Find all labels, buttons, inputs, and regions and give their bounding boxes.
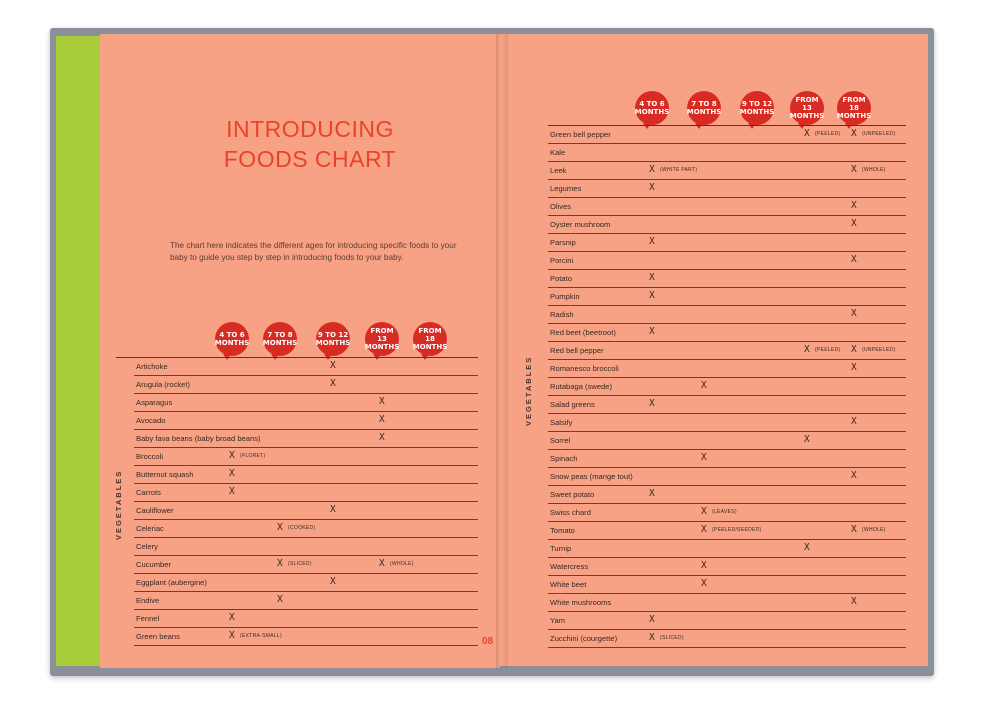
age-mark: X [804, 434, 810, 445]
food-name: Tomato [550, 526, 575, 535]
food-name: Oyster mushroom [550, 220, 611, 229]
food-name: Turnip [550, 544, 572, 553]
age-mark: X [851, 344, 857, 355]
age-mark: X [701, 578, 707, 589]
age-badge-label: FROM 13 MONTHS [789, 96, 825, 120]
table-row [548, 198, 906, 216]
page-number: 08 [482, 636, 494, 647]
food-name: Sweet potato [550, 490, 595, 499]
chart-title [100, 114, 500, 174]
age-mark: X [229, 612, 235, 623]
table-row [548, 432, 906, 450]
age-mark: X [379, 432, 385, 443]
age-badge-label: 7 TO 8 MONTHS [262, 331, 298, 347]
age-mark: X [851, 308, 857, 319]
table-row [548, 162, 906, 180]
table-row [548, 342, 906, 360]
age-badge [263, 322, 297, 356]
age-badge-label: FROM 18 MONTHS [836, 96, 872, 120]
table-row [134, 556, 478, 574]
food-name: White mushrooms [550, 598, 612, 607]
age-mark: X [277, 558, 283, 569]
age-mark: X [330, 378, 336, 389]
food-name: Artichoke [136, 362, 168, 371]
age-badge [687, 91, 721, 125]
food-name: Green beans [136, 632, 180, 641]
table-row [548, 144, 906, 162]
table-row [134, 610, 478, 628]
table-row [548, 540, 906, 558]
food-name: Asparagus [136, 398, 173, 407]
table-row [548, 486, 906, 504]
table-row [548, 594, 906, 612]
age-mark-note: (UNPEELED) [862, 347, 896, 353]
table-row [134, 574, 478, 592]
food-name: Cauliflower [136, 506, 174, 515]
table-row [548, 216, 906, 234]
age-mark: X [649, 236, 655, 247]
table-row [548, 558, 906, 576]
age-mark: X [649, 398, 655, 409]
age-mark: X [851, 596, 857, 607]
age-mark: X [229, 468, 235, 479]
table-row [548, 270, 906, 288]
food-name: Porcini [550, 256, 574, 265]
age-mark-note: (COOKED) [288, 525, 316, 531]
age-mark: X [379, 414, 385, 425]
age-mark: X [851, 218, 857, 229]
age-mark: X [851, 254, 857, 265]
food-name: Spinach [550, 454, 578, 463]
food-name: Potato [550, 274, 572, 283]
table-row [548, 324, 906, 342]
age-mark: X [649, 182, 655, 193]
food-name: Eggplant (aubergine) [136, 578, 207, 587]
right-page [500, 34, 928, 666]
age-mark: X [229, 450, 235, 461]
age-badge-label: 9 TO 12 MONTHS [315, 331, 351, 347]
age-mark: X [804, 344, 810, 355]
food-name: Zucchini (courgette) [550, 634, 618, 643]
food-name: Carrots [136, 488, 161, 497]
age-mark: X [701, 560, 707, 571]
age-mark: X [851, 200, 857, 211]
vegetables-side-label: VEGETABLES [524, 355, 533, 426]
age-mark: X [649, 326, 655, 337]
age-mark: X [701, 452, 707, 463]
food-name: Cucumber [136, 560, 172, 569]
table-row [134, 538, 478, 556]
food-name: Baby fava beans (baby broad beans) [136, 434, 261, 443]
age-mark-note: (WHOLE) [862, 167, 886, 173]
food-name: Legumes [550, 184, 582, 193]
age-mark: X [804, 128, 810, 139]
food-name: Green bell pepper [550, 130, 611, 139]
age-mark: X [851, 416, 857, 427]
food-name: Leek [550, 166, 567, 175]
age-badge-label: 9 TO 12 MONTHS [739, 100, 775, 116]
age-mark-note: (WHITE PART) [660, 167, 698, 173]
food-name: Fennel [136, 614, 160, 623]
age-mark-note: (PEELED) [815, 347, 841, 353]
table-row [548, 396, 906, 414]
table-row [134, 502, 478, 520]
food-name: Yam [550, 616, 566, 625]
table-row [548, 234, 906, 252]
food-name: Snow peas (mange tout) [550, 472, 633, 481]
food-name: Watercress [550, 562, 589, 571]
table-row [548, 630, 906, 648]
table-row [548, 576, 906, 594]
age-badge-label: FROM 18 MONTHS [412, 327, 448, 351]
age-mark: X [649, 614, 655, 625]
food-name: Swiss chard [550, 508, 591, 517]
table-row [548, 126, 906, 144]
food-name: Rutabaga (swede) [550, 382, 613, 391]
table-row [548, 180, 906, 198]
age-mark-note: (UNPEELED) [862, 131, 896, 137]
food-name: Salsify [550, 418, 573, 427]
intro-text: The chart here indicates the different ages for introducing specific foods to your baby to guide you step by step in introducing foods to your baby. [170, 241, 457, 262]
age-mark: X [229, 486, 235, 497]
food-name: Arugula (rocket) [136, 380, 191, 389]
age-mark: X [851, 128, 857, 139]
table-row [134, 376, 478, 394]
age-mark: X [330, 504, 336, 515]
table-row [548, 612, 906, 630]
table-row [548, 288, 906, 306]
age-mark: X [379, 558, 385, 569]
book-spine [496, 34, 508, 668]
table-row [548, 252, 906, 270]
age-badge-label: 4 TO 6 MONTHS [634, 100, 670, 116]
food-name: Pumpkin [550, 292, 580, 301]
food-name: Olives [550, 202, 572, 211]
food-name: Endive [136, 596, 160, 605]
age-mark: X [701, 506, 707, 517]
food-name: Celery [136, 542, 158, 551]
table-row [548, 378, 906, 396]
age-mark: X [851, 470, 857, 481]
table-row [548, 504, 906, 522]
table-row [548, 414, 906, 432]
food-name: Avocado [136, 416, 166, 425]
age-mark: X [330, 576, 336, 587]
age-badge [316, 322, 350, 356]
age-mark-note: (LEAVES) [712, 509, 737, 515]
table-row [548, 360, 906, 378]
age-mark: X [851, 524, 857, 535]
food-name: Romanesco broccoli [550, 364, 619, 373]
age-mark: X [851, 362, 857, 373]
age-badge [365, 322, 399, 356]
table-row [134, 448, 478, 466]
age-mark: X [851, 164, 857, 175]
food-name: Broccoli [136, 452, 164, 461]
age-mark-note: (EXTRA-SMALL) [240, 633, 282, 639]
age-mark: X [649, 488, 655, 499]
vegetables-side-label: VEGETABLES [114, 469, 123, 540]
age-badge [635, 91, 669, 125]
age-badge [790, 91, 824, 125]
food-name: Butternut squash [136, 470, 194, 479]
age-mark: X [701, 524, 707, 535]
table-row [134, 466, 478, 484]
age-mark: X [649, 164, 655, 175]
age-mark-note: (SLICED) [660, 635, 684, 641]
age-mark: X [379, 396, 385, 407]
age-badge [413, 322, 447, 356]
table-row [134, 484, 478, 502]
food-name: Red bell pepper [550, 346, 604, 355]
table-row [134, 412, 478, 430]
age-mark: X [229, 630, 235, 641]
age-badge [740, 91, 774, 125]
age-mark-note: (PEELED) [815, 131, 841, 137]
food-name: Sorrel [550, 436, 571, 445]
food-name: Salad greens [550, 400, 595, 409]
table-row [548, 468, 906, 486]
age-mark: X [277, 522, 283, 533]
age-mark: X [701, 380, 707, 391]
age-badge [837, 91, 871, 125]
age-badge-label: 4 TO 6 MONTHS [214, 331, 250, 347]
title-line-2: FOODS CHART [223, 146, 397, 172]
age-mark: X [649, 290, 655, 301]
age-mark: X [649, 632, 655, 643]
age-mark: X [804, 542, 810, 553]
age-badge-label: FROM 13 MONTHS [364, 327, 400, 351]
food-name: White beet [550, 580, 587, 589]
food-name: Celeriac [136, 524, 164, 533]
age-mark: X [649, 272, 655, 283]
table-row [134, 394, 478, 412]
table-row [548, 522, 906, 540]
table-row [134, 358, 478, 376]
table-row [134, 628, 478, 646]
food-name: Radish [550, 310, 574, 319]
table-row [548, 450, 906, 468]
age-mark-note: (PEELED/SEEDED) [712, 527, 762, 533]
age-mark-note: (WHOLE) [390, 561, 414, 567]
age-mark: X [277, 594, 283, 605]
table-row [548, 306, 906, 324]
green-page-edge [56, 36, 104, 666]
food-name: Parsnip [550, 238, 576, 247]
left-page [100, 34, 500, 668]
table-row [134, 520, 478, 538]
title-line-1: INTRODUCING [226, 116, 394, 142]
age-badge [215, 322, 249, 356]
table-row [134, 430, 478, 448]
age-badge-label: 7 TO 8 MONTHS [686, 100, 722, 116]
age-mark-note: (SLICED) [288, 561, 312, 567]
age-mark: X [330, 360, 336, 371]
food-name: Red beet (beetroot) [550, 328, 616, 337]
age-mark-note: (WHOLE) [862, 527, 886, 533]
food-name: Kale [550, 148, 566, 157]
table-row [134, 592, 478, 610]
age-mark-note: (FLORET) [240, 453, 266, 459]
